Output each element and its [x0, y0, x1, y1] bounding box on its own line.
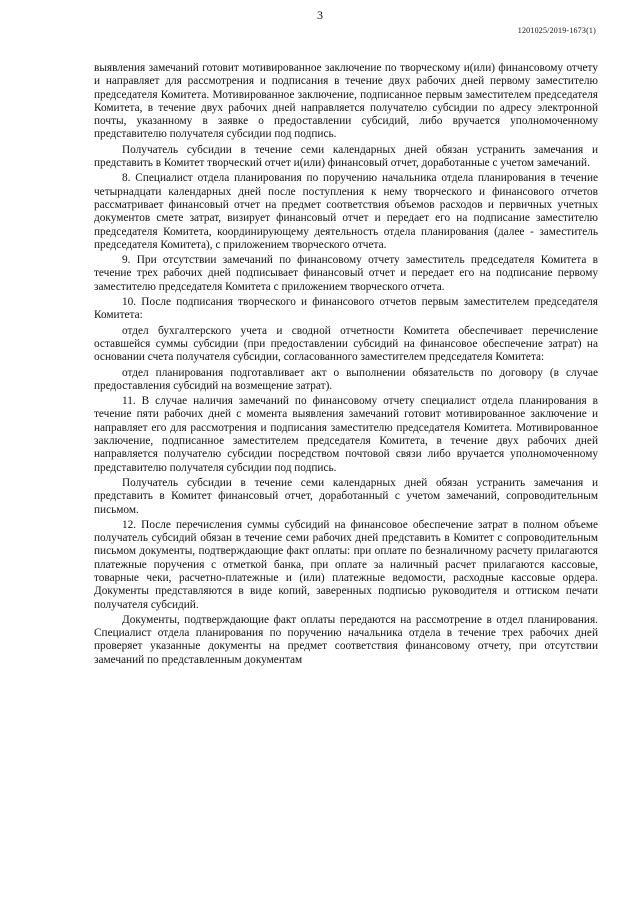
paragraph-item-12: 12. После перечисления суммы субсидий на финансовое обеспечение затрат в полном объеме получатель субсидий обязан в течение семи рабочих дней представить в Комитет с сопроводительным письмом документы, подтверждающие факт оплаты: при оплате по безналичному расчету прилагаются платежные поручения с отметкой банка, при оплате за наличный расчет прилагаются кассовые, товарные чеки, расчетно-платежные и (или) платежные ведомости, расходные кассовые ордера. Документы представляются в виде копий, заверенных подписью руководителя и оттиском печати получателя субсидий.	[94, 518, 598, 611]
document-body	[94, 62, 598, 667]
paragraph-item-11: 11. В случае наличия замечаний по финансовому отчету специалист отдела планирования в течение пяти рабочих дней с момента выявления замечаний готовит мотивированное заключение и направляет его для рассмотрения и подписания заместителю председателя Комитета. Мотивированное заключение, подписанное заместителем председателя Комитета, в течение двух рабочих дней направляется получателю субсидии посредством почтовой связи либо вручается уполномоченному представителю получателя субсидии под подпись.	[94, 395, 598, 474]
paragraph-continuation: выявления замечаний готовит мотивированное заключение по творческому и(или) финансовому отчету и направляет для рассмотрения и подписания в течение двух рабочих дней первому заместителю председателя Комитета. Мотивированное заключение, подписанное первым заместителем председателя Комитета, в течение двух рабочих дней направляется получателю субсидии по адресу электронной почты, указанному в заявке о предоставлении субсидий, либо вручается уполномоченному представителю получателя субсидии под подпись.	[94, 62, 598, 141]
paragraph-planning-department: отдел планирования подготавливает акт о выполнении обязательств по договору (в случае предоставления субсидий на возмещение затрат).	[94, 366, 598, 392]
paragraph-item-10: 10. После подписания творческого и финансового отчетов первым заместителем председателя Комитета:	[94, 296, 598, 322]
paragraph-payment-documents: Документы, подтверждающие факт оплаты передаются на рассмотрение в отдел планирования. Специалист отдела планирования по поручению начальника отдела в течение трех рабочих дней проверяет указанные документы на предмет соответствия финансовому отчету, при отсутствии замечаний по представленным документам	[94, 613, 598, 666]
document-number: 1201025/2019-1673(1)	[517, 26, 596, 35]
paragraph-item-8: 8. Специалист отдела планирования по поручению начальника отдела планирования в течение четырнадцати календарных дней после поступления к нему творческого и финансового отчетов рассматривает финансовый отчет на предмет соответствия объемов расходов и первичных учетных документов смете затрат, визирует финансовый отчет и передает его на подписание заместителю председателя Комитета, координирующему деятельность отдела планирования (далее - заместитель председателя Комитета), с приложением творческого отчета.	[94, 172, 598, 251]
page-number: 3	[317, 8, 323, 22]
paragraph-accounting-department: отдел бухгалтерского учета и сводной отчетности Комитета обеспечивает перечисление оставшейся суммы субсидии (при предоставлении субсидий на финансовое обеспечение затрат) на основании счета получателя субсидии, согласованного заместителем председателя Комитета:	[94, 324, 598, 364]
paragraph-recipient-financial-report: Получатель субсидии в течение семи календарных дней обязан устранить замечания и представить в Комитет финансовый отчет, доработанный с учетом замечаний, сопроводительным письмом.	[94, 476, 598, 516]
paragraph-recipient-corrections: Получатель субсидии в течение семи календарных дней обязан устранить замечания и представить в Комитет творческий отчет и(или) финансовый отчет, доработанные с учетом замечаний.	[94, 143, 598, 170]
paragraph-item-9: 9. При отсутствии замечаний по финансовому отчету заместитель председателя Комитета в течение трех рабочих дней подписывает финансовый отчет и передает его на подписание первому заместителю председателя Комитета с приложением творческого отчета.	[94, 254, 598, 293]
